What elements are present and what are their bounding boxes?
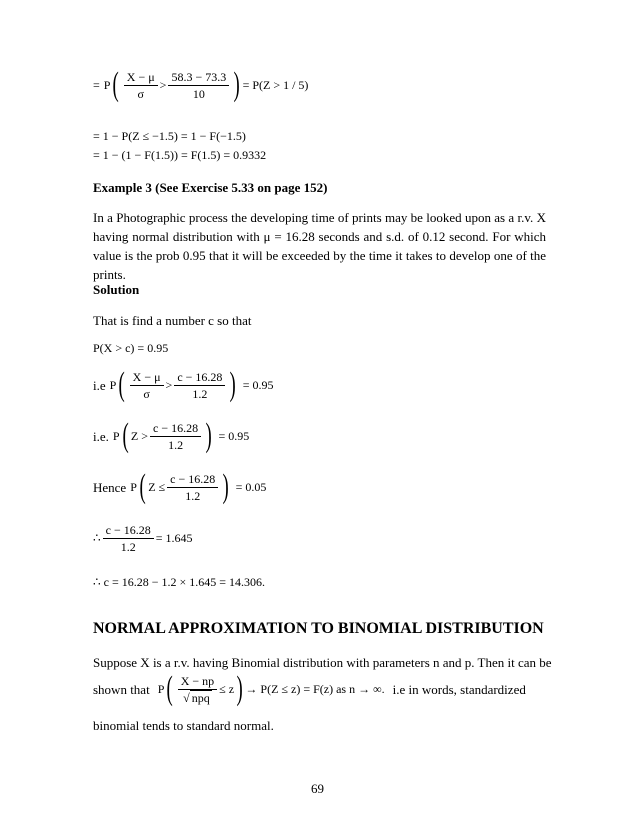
- equals-sign: =: [93, 77, 100, 92]
- fraction: $\frac{c - 16.28}{1.2}$: [103, 523, 154, 554]
- example-paragraph: In a Photographic process the developing time of prints may be looked upon as a r.v. X having normal distribution with μ = 16.28 seconds and s.d. of 0.12 second. For which value is the prob 0.95 that it will be exceeded by the time it takes to develop one of the prints.: [93, 210, 546, 282]
- solution-step-3: i.e. P ( Z > $\frac{c - 16.28}{1.2}$ ) = 0.95: [93, 417, 250, 454]
- prob-symbol: P: [103, 77, 111, 92]
- solution-intro: That is find a number c so that: [93, 313, 252, 328]
- solution-step-5: ∴ $\frac{c - 16.28}{1.2}$ = 1.645: [93, 523, 193, 554]
- page-number: 69: [311, 781, 324, 796]
- equation-line-2: = 1 − P(Z ≤ −1.5) = 1 − F(−1.5): [93, 129, 246, 143]
- solution-step-2: i.e P ( $\frac{X - \mu}{\sigma}$ > $\frac{c - 16.28}{1.2}$ ) = 0.95: [93, 366, 274, 403]
- solution-step-6: ∴ c = 16.28 − 1.2 × 1.645 = 14.306.: [93, 575, 266, 589]
- section-heading: NORMAL APPROXIMATION TO BINOMIAL DISTRIBUTION: [93, 620, 544, 637]
- section-text-line-2: shown that P ( $\frac{X - np}{\text{√ npq}}$ ≤ z ) → P(Z ≤ z) = F(z) as n → ∞. i.e in words, standardized: [93, 670, 526, 707]
- fraction: $\frac{c - 16.28}{1.2}$: [167, 472, 218, 503]
- fraction: $\frac{58.3 - 73.3}{10}$: [168, 70, 229, 101]
- section-text-line-1: Suppose X is a r.v. having Binomial distribution with parameters n and p. Then it can be: [93, 655, 552, 670]
- solution-step-1: P(X > c) = 0.95: [93, 341, 169, 355]
- equation-line-1: = P ( $\frac{X - \mu}{\sigma}$ > $\frac{58.3 - 73.3}{10}$ ) = P(Z > 1 / 5): [93, 66, 309, 103]
- solution-heading: Solution: [93, 282, 140, 297]
- fraction: $\frac{X - np}{\text{√ npq}}$: [178, 674, 217, 705]
- equation-rhs: = P(Z > 1 / 5): [242, 77, 309, 92]
- fraction: $\frac{c - 16.28}{1.2}$: [150, 421, 201, 452]
- example-heading: Example 3 (See Exercise 5.33 on page 152): [93, 180, 328, 195]
- equation-line-3: = 1 − (1 − F(1.5)) = F(1.5) = 0.9332: [93, 148, 267, 162]
- fraction: $\frac{c - 16.28}{1.2}$: [174, 370, 225, 401]
- solution-step-4: Hence P ( Z ≤ $\frac{c - 16.28}{1.2}$ ) = 0.05: [93, 468, 267, 505]
- section-text-line-3: binomial tends to standard normal.: [93, 718, 274, 733]
- fraction: $\frac{X - \mu}{\sigma}$: [124, 70, 158, 101]
- fraction: $\frac{X - \mu}{\sigma}$: [130, 370, 164, 401]
